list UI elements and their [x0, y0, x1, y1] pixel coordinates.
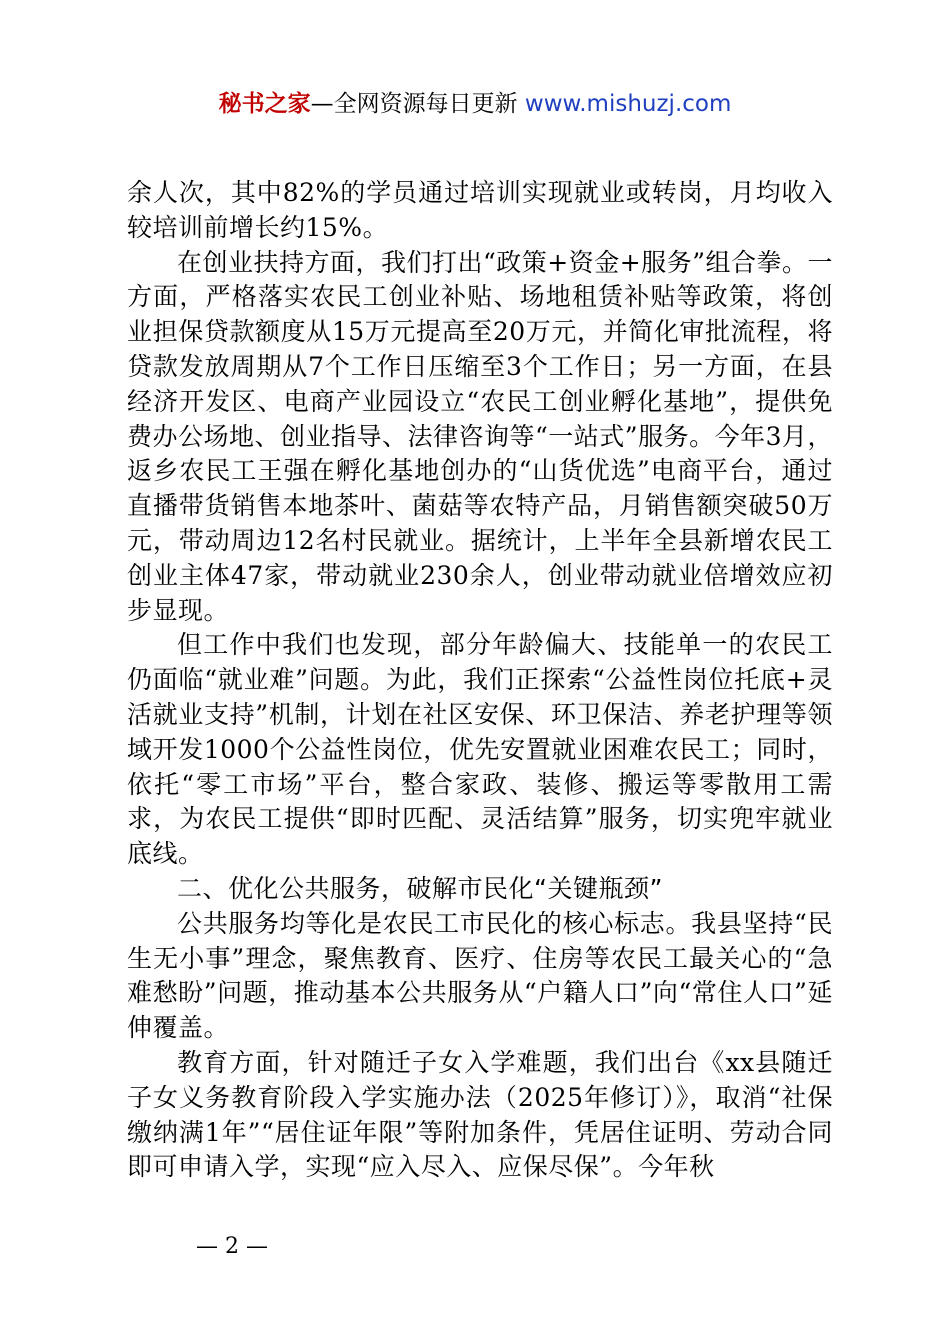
site-url[interactable]: www.mishuzj.com	[524, 91, 732, 117]
paragraph-public-services: 公共服务均等化是农民工市民化的核心标志。我县坚持“民生无小事”理念，聚焦教育、医疗、住房等农民工最关心的“急难愁盼”问题，推动基本公共服务从“户籍人口”向“常住人口”延伸覆盖。	[127, 908, 833, 1043]
site-header	[0, 86, 950, 122]
paragraph-entrepreneurship: 在创业扶持方面，我们打出“政策+资金+服务”组合拳。一方面，严格落实农民工创业补贴、场地租赁补贴等政策，将创业担保贷款额度从15万元提高至20万元，并简化审批流程，将贷款发放周期从7个工作日压缩至3个工作日；另一方面，在县经济开发区、电商产业园设立“农民工创业孵化基地”，提供免费办公场地、创业指导、法律咨询等“一站式”服务。今年3月，返乡农民工王强在孵化基地创办的“山货优选”电商平台，通过直播带货销售本地茶叶、菌菇等农特产品，月销售额突破50万元，带动周边12名村民就业。据统计，上半年全县新增农民工创业主体47家，带动就业230余人，创业带动就业倍增效应初步显现。	[127, 247, 833, 625]
page-number: — 2 —	[196, 1234, 268, 1259]
paragraph-employment-issues: 但工作中我们也发现，部分年龄偏大、技能单一的农民工仍面临“就业难”问题。为此，我们正探索“公益性岗位托底+灵活就业支持”机制，计划在社区安保、环卫保洁、养老护理等领域开发1000个公益性岗位，优先安置就业困难农民工；同时，依托“零工市场”平台，整合家政、装修、搬运等零散用工需求，为农民工提供“即时匹配、灵活结算”服务，切实兜牢就业底线。	[127, 630, 833, 869]
document-body	[127, 176, 833, 1185]
site-brand: 秘书之家	[218, 91, 311, 117]
paragraph-continued: 余人次，其中82%的学员通过培训实现就业或转岗，月均收入较培训前增长约15%。	[127, 178, 833, 242]
section-heading: 二、优化公共服务，破解市民化“关键瓶颈”	[177, 873, 663, 903]
site-tagline: —全网资源每日更新	[310, 91, 525, 117]
paragraph-education: 教育方面，针对随迁子女入学难题，我们出台《xx县随迁子女义务教育阶段入学实施办法（2025年修订）》，取消“社保缴纳满1年”“居住证年限”等附加条件，凭居住证明、劳动合同即可申请入学，实现“应入尽入、应保尽保”。今年秋	[127, 1047, 833, 1182]
